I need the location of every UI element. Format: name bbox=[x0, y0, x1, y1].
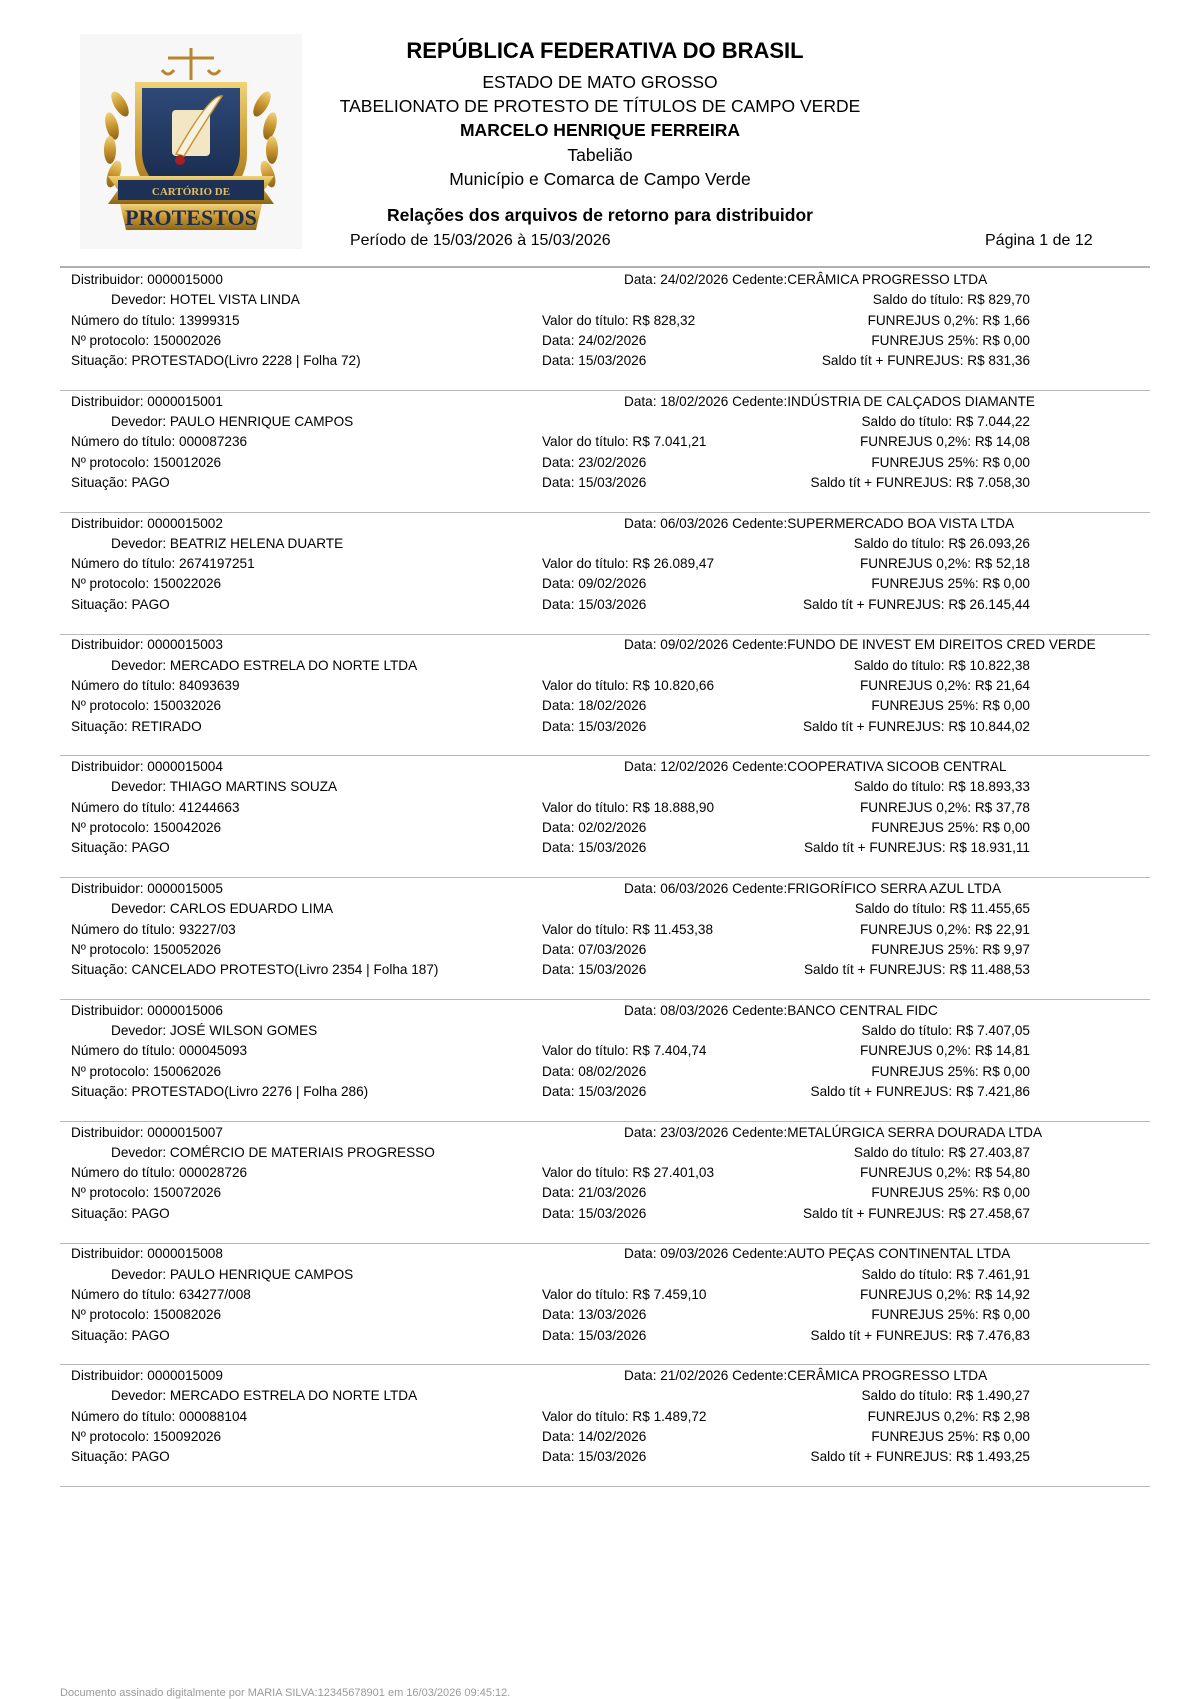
record-protocolo: Nº protocolo: 150082026 bbox=[71, 1307, 222, 1323]
header-divider bbox=[60, 266, 1150, 268]
record-situacao: Situação: PAGO bbox=[71, 474, 170, 490]
record-block bbox=[0, 272, 1200, 393]
record-numero: Número do título: 13999315 bbox=[71, 312, 240, 328]
record-block bbox=[0, 1368, 1200, 1489]
record-block bbox=[0, 759, 1200, 880]
record-saldo: Saldo do título: R$ 27.403,87 bbox=[853, 1144, 1030, 1160]
record-distribuidor: Distribuidor: 0000015003 bbox=[71, 637, 223, 653]
record-funrejus25: FUNREJUS 25%: R$ 0,00 bbox=[871, 698, 1030, 714]
record-distribuidor: Distribuidor: 0000015005 bbox=[71, 881, 223, 896]
record-divider bbox=[60, 877, 1150, 878]
record-funrejus02: FUNREJUS 0,2%: R$ 2,98 bbox=[867, 1408, 1030, 1424]
record-saldo: Saldo do título: R$ 829,70 bbox=[872, 292, 1030, 308]
record-data2: Data: 24/02/2026 bbox=[542, 332, 647, 348]
record-saldo: Saldo do título: R$ 1.490,27 bbox=[861, 1388, 1030, 1404]
record-numero: Número do título: 000045093 bbox=[71, 1043, 248, 1059]
record-block bbox=[0, 1003, 1200, 1124]
office-line: TABELIONATO DE PROTESTO DE TÍTULOS DE CAMPO VERDE bbox=[339, 96, 861, 116]
record-situacao: Situação: RETIRADO bbox=[71, 718, 202, 734]
record-data3: Data: 15/03/2026 bbox=[542, 1449, 647, 1465]
record-funrejus02: FUNREJUS 0,2%: R$ 54,80 bbox=[860, 1165, 1030, 1181]
report-period: Período de 15/03/2026 à 15/03/2026 bbox=[350, 232, 611, 249]
record-funrejus25: FUNREJUS 25%: R$ 0,00 bbox=[871, 820, 1030, 836]
record-situacao: Situação: PROTESTADO(Livro 2276 | Folha 286) bbox=[71, 1083, 369, 1099]
record-saldo: Saldo do título: R$ 7.407,05 bbox=[861, 1023, 1030, 1039]
record-block bbox=[0, 1125, 1200, 1246]
record-devedor: Devedor: PAULO HENRIQUE CAMPOS bbox=[111, 414, 354, 430]
record-numero: Número do título: 000028726 bbox=[71, 1165, 248, 1181]
record-data2: Data: 07/03/2026 bbox=[542, 941, 647, 957]
record-devedor: Devedor: JOSÉ WILSON GOMES bbox=[111, 1023, 318, 1039]
record-devedor: Devedor: COMÉRCIO DE MATERIAIS PROGRESSO bbox=[111, 1144, 435, 1160]
record-data-cedente: Data: 24/02/2026 Cedente:CERÂMICA PROGRESSO LTDA bbox=[624, 272, 988, 287]
state-line: ESTADO DE MATO GROSSO bbox=[482, 72, 718, 92]
record-distribuidor: Distribuidor: 0000015001 bbox=[71, 393, 223, 409]
record-distribuidor: Distribuidor: 0000015009 bbox=[71, 1368, 223, 1384]
record-situacao: Situação: PAGO bbox=[71, 1327, 170, 1343]
record-distribuidor: Distribuidor: 0000015008 bbox=[71, 1246, 223, 1262]
record-devedor: Devedor: MERCADO ESTRELA DO NORTE LTDA bbox=[111, 657, 418, 673]
record-saldo-total: Saldo tít + FUNREJUS: R$ 1.493,25 bbox=[810, 1449, 1030, 1465]
digital-signature-note: Documento assinado digitalmente por MARIA SILVA:12345678901 em 16/03/2026 09:45:12. bbox=[60, 1687, 511, 1699]
record-saldo-total: Saldo tít + FUNREJUS: R$ 18.931,11 bbox=[803, 840, 1030, 856]
record-data2: Data: 18/02/2026 bbox=[542, 698, 647, 714]
record-saldo-total: Saldo tít + FUNREJUS: R$ 7.421,86 bbox=[810, 1083, 1030, 1099]
record-divider bbox=[60, 1364, 1150, 1365]
record-divider bbox=[60, 390, 1150, 391]
record-data-cedente: Data: 09/03/2026 Cedente:AUTO PEÇAS CONTINENTAL LTDA bbox=[624, 1246, 1011, 1262]
record-data3: Data: 15/03/2026 bbox=[542, 962, 647, 978]
record-numero: Número do título: 41244663 bbox=[71, 799, 240, 815]
record-valor: Valor do título: R$ 7.041,21 bbox=[542, 434, 707, 450]
record-divider bbox=[60, 1121, 1150, 1122]
report-title: Relações dos arquivos de retorno para distribuidor bbox=[387, 205, 813, 225]
record-devedor: Devedor: MERCADO ESTRELA DO NORTE LTDA bbox=[111, 1388, 418, 1404]
record-devedor: Devedor: THIAGO MARTINS SOUZA bbox=[111, 779, 338, 795]
record-data3: Data: 15/03/2026 bbox=[542, 1327, 647, 1343]
record-funrejus25: FUNREJUS 25%: R$ 0,00 bbox=[871, 332, 1030, 348]
record-protocolo: Nº protocolo: 150072026 bbox=[71, 1185, 222, 1201]
record-saldo-total: Saldo tít + FUNREJUS: R$ 7.476,83 bbox=[810, 1327, 1030, 1343]
record-valor: Valor do título: R$ 1.489,72 bbox=[542, 1408, 707, 1424]
record-protocolo: Nº protocolo: 150092026 bbox=[71, 1429, 222, 1445]
record-divider bbox=[60, 1243, 1150, 1244]
logo-line1: CARTÓRIO DE bbox=[151, 186, 231, 198]
record-saldo-total: Saldo tít + FUNREJUS: R$ 11.488,53 bbox=[803, 962, 1030, 978]
record-saldo-total: Saldo tít + FUNREJUS: R$ 831,36 bbox=[821, 353, 1030, 369]
record-block bbox=[0, 1246, 1200, 1367]
record-saldo: Saldo do título: R$ 10.822,38 bbox=[853, 657, 1030, 673]
record-data3: Data: 15/03/2026 bbox=[542, 474, 647, 490]
record-valor: Valor do título: R$ 26.089,47 bbox=[542, 556, 715, 572]
record-protocolo: Nº protocolo: 150032026 bbox=[71, 698, 222, 714]
record-data2: Data: 14/02/2026 bbox=[542, 1429, 647, 1445]
record-saldo: Saldo do título: R$ 11.455,65 bbox=[854, 901, 1030, 917]
record-devedor: Devedor: PAULO HENRIQUE CAMPOS bbox=[111, 1266, 354, 1282]
record-data2: Data: 09/02/2026 bbox=[542, 576, 647, 592]
record-distribuidor: Distribuidor: 0000015007 bbox=[71, 1124, 223, 1140]
record-funrejus25: FUNREJUS 25%: R$ 0,00 bbox=[871, 1307, 1030, 1323]
record-funrejus25: FUNREJUS 25%: R$ 9,97 bbox=[871, 941, 1030, 957]
record-saldo-total: Saldo tít + FUNREJUS: R$ 10.844,02 bbox=[802, 718, 1030, 734]
record-situacao: Situação: PAGO bbox=[71, 1205, 170, 1221]
record-data2: Data: 02/02/2026 bbox=[542, 820, 647, 836]
record-distribuidor: Distribuidor: 0000015006 bbox=[71, 1002, 223, 1018]
record-situacao: Situação: PAGO bbox=[71, 840, 170, 856]
record-devedor: Devedor: CARLOS EDUARDO LIMA bbox=[111, 901, 334, 917]
record-protocolo: Nº protocolo: 150022026 bbox=[71, 576, 222, 592]
record-situacao: Situação: PAGO bbox=[71, 596, 170, 612]
record-data-cedente: Data: 06/03/2026 Cedente:FRIGORÍFICO SERRA AZUL LTDA bbox=[624, 881, 1002, 896]
record-funrejus02: FUNREJUS 0,2%: R$ 37,78 bbox=[860, 799, 1030, 815]
record-data-cedente: Data: 12/02/2026 Cedente:COOPERATIVA SICOOB CENTRAL bbox=[624, 759, 1007, 775]
record-funrejus02: FUNREJUS 0,2%: R$ 21,64 bbox=[860, 677, 1030, 693]
record-numero: Número do título: 84093639 bbox=[71, 677, 240, 693]
record-data-cedente: Data: 06/03/2026 Cedente:SUPERMERCADO BOA VISTA LTDA bbox=[624, 515, 1015, 531]
record-valor: Valor do título: R$ 11.453,38 bbox=[542, 921, 714, 937]
record-data-cedente: Data: 08/03/2026 Cedente:BANCO CENTRAL FIDC bbox=[624, 1002, 938, 1018]
page-number: Página 1 de 12 bbox=[985, 232, 1093, 249]
record-block bbox=[0, 516, 1200, 637]
record-distribuidor: Distribuidor: 0000015004 bbox=[71, 759, 223, 775]
record-valor: Valor do título: R$ 7.404,74 bbox=[542, 1043, 707, 1059]
logo-line2: PROTESTOS bbox=[125, 205, 257, 230]
page-title: REPÚBLICA FEDERATIVA DO BRASIL bbox=[406, 38, 804, 63]
record-funrejus25: FUNREJUS 25%: R$ 0,00 bbox=[871, 454, 1030, 470]
record-saldo-total: Saldo tít + FUNREJUS: R$ 27.458,67 bbox=[802, 1205, 1030, 1221]
record-protocolo: Nº protocolo: 150002026 bbox=[71, 332, 222, 348]
record-saldo: Saldo do título: R$ 7.461,91 bbox=[861, 1266, 1030, 1282]
record-valor: Valor do título: R$ 10.820,66 bbox=[542, 677, 715, 693]
record-funrejus02: FUNREJUS 0,2%: R$ 1,66 bbox=[867, 312, 1030, 328]
record-block bbox=[0, 394, 1200, 515]
record-funrejus02: FUNREJUS 0,2%: R$ 14,08 bbox=[860, 434, 1030, 450]
record-funrejus25: FUNREJUS 25%: R$ 0,00 bbox=[871, 1429, 1030, 1445]
record-numero: Número do título: 634277/008 bbox=[71, 1286, 251, 1302]
record-valor: Valor do título: R$ 7.459,10 bbox=[542, 1286, 707, 1302]
record-data-cedente: Data: 23/03/2026 Cedente:METALÚRGICA SERRA DOURADA LTDA bbox=[624, 1124, 1043, 1140]
record-distribuidor: Distribuidor: 0000015000 bbox=[71, 272, 223, 287]
notary-name: MARCELO HENRIQUE FERREIRA bbox=[459, 120, 740, 140]
record-divider bbox=[60, 999, 1150, 1000]
record-data2: Data: 23/02/2026 bbox=[542, 454, 647, 470]
record-funrejus25: FUNREJUS 25%: R$ 0,00 bbox=[871, 1063, 1030, 1079]
record-block bbox=[0, 637, 1200, 758]
record-valor: Valor do título: R$ 828,32 bbox=[542, 312, 696, 328]
record-divider bbox=[60, 512, 1150, 513]
record-data3: Data: 15/03/2026 bbox=[542, 1083, 647, 1099]
notary-role: Tabelião bbox=[567, 145, 633, 165]
record-saldo-total: Saldo tít + FUNREJUS: R$ 26.145,44 bbox=[802, 596, 1030, 612]
record-funrejus02: FUNREJUS 0,2%: R$ 14,92 bbox=[860, 1286, 1030, 1302]
record-divider bbox=[60, 755, 1150, 756]
record-data3: Data: 15/03/2026 bbox=[542, 840, 647, 856]
record-numero: Número do título: 000087236 bbox=[71, 434, 248, 450]
record-divider bbox=[60, 1486, 1150, 1487]
record-protocolo: Nº protocolo: 150012026 bbox=[71, 454, 222, 470]
jurisdiction-line: Município e Comarca de Campo Verde bbox=[449, 169, 751, 189]
record-data3: Data: 15/03/2026 bbox=[542, 718, 647, 734]
record-numero: Número do título: 000088104 bbox=[71, 1408, 248, 1424]
record-devedor: Devedor: BEATRIZ HELENA DUARTE bbox=[111, 535, 344, 551]
record-valor: Valor do título: R$ 18.888,90 bbox=[542, 799, 715, 815]
record-funrejus25: FUNREJUS 25%: R$ 0,00 bbox=[871, 1185, 1030, 1201]
record-funrejus02: FUNREJUS 0,2%: R$ 22,91 bbox=[860, 921, 1030, 937]
record-valor: Valor do título: R$ 27.401,03 bbox=[542, 1165, 715, 1181]
record-divider bbox=[60, 634, 1150, 635]
record-funrejus02: FUNREJUS 0,2%: R$ 14,81 bbox=[860, 1043, 1030, 1059]
record-numero: Número do título: 93227/03 bbox=[71, 921, 236, 937]
record-situacao: Situação: CANCELADO PROTESTO(Livro 2354 | Folha 187) bbox=[71, 962, 439, 978]
record-block bbox=[0, 881, 1200, 1002]
record-data3: Data: 15/03/2026 bbox=[542, 1205, 647, 1221]
record-saldo: Saldo do título: R$ 7.044,22 bbox=[861, 414, 1030, 430]
record-data2: Data: 21/03/2026 bbox=[542, 1185, 647, 1201]
record-saldo-total: Saldo tít + FUNREJUS: R$ 7.058,30 bbox=[810, 474, 1030, 490]
record-data3: Data: 15/03/2026 bbox=[542, 596, 647, 612]
record-data3: Data: 15/03/2026 bbox=[542, 353, 647, 369]
record-data-cedente: Data: 18/02/2026 Cedente:INDÚSTRIA DE CALÇADOS DIAMANTE bbox=[624, 393, 1035, 409]
record-data2: Data: 13/03/2026 bbox=[542, 1307, 647, 1323]
record-data2: Data: 08/02/2026 bbox=[542, 1063, 647, 1079]
record-funrejus02: FUNREJUS 0,2%: R$ 52,18 bbox=[860, 556, 1030, 572]
record-data-cedente: Data: 09/02/2026 Cedente:FUNDO DE INVEST EM DIREITOS CRED VERDE bbox=[624, 637, 1096, 653]
record-protocolo: Nº protocolo: 150062026 bbox=[71, 1063, 222, 1079]
record-data-cedente: Data: 21/02/2026 Cedente:CERÂMICA PROGRESSO LTDA bbox=[624, 1368, 988, 1384]
record-saldo: Saldo do título: R$ 26.093,26 bbox=[853, 535, 1030, 551]
record-situacao: Situação: PAGO bbox=[71, 1449, 170, 1465]
record-numero: Número do título: 2674197251 bbox=[71, 556, 255, 572]
record-devedor: Devedor: HOTEL VISTA LINDA bbox=[111, 292, 300, 308]
record-distribuidor: Distribuidor: 0000015002 bbox=[71, 515, 223, 531]
record-saldo: Saldo do título: R$ 18.893,33 bbox=[853, 779, 1030, 795]
record-protocolo: Nº protocolo: 150042026 bbox=[71, 820, 222, 836]
record-protocolo: Nº protocolo: 150052026 bbox=[71, 941, 222, 957]
record-situacao: Situação: PROTESTADO(Livro 2228 | Folha 72) bbox=[71, 353, 361, 369]
record-funrejus25: FUNREJUS 25%: R$ 0,00 bbox=[871, 576, 1030, 592]
